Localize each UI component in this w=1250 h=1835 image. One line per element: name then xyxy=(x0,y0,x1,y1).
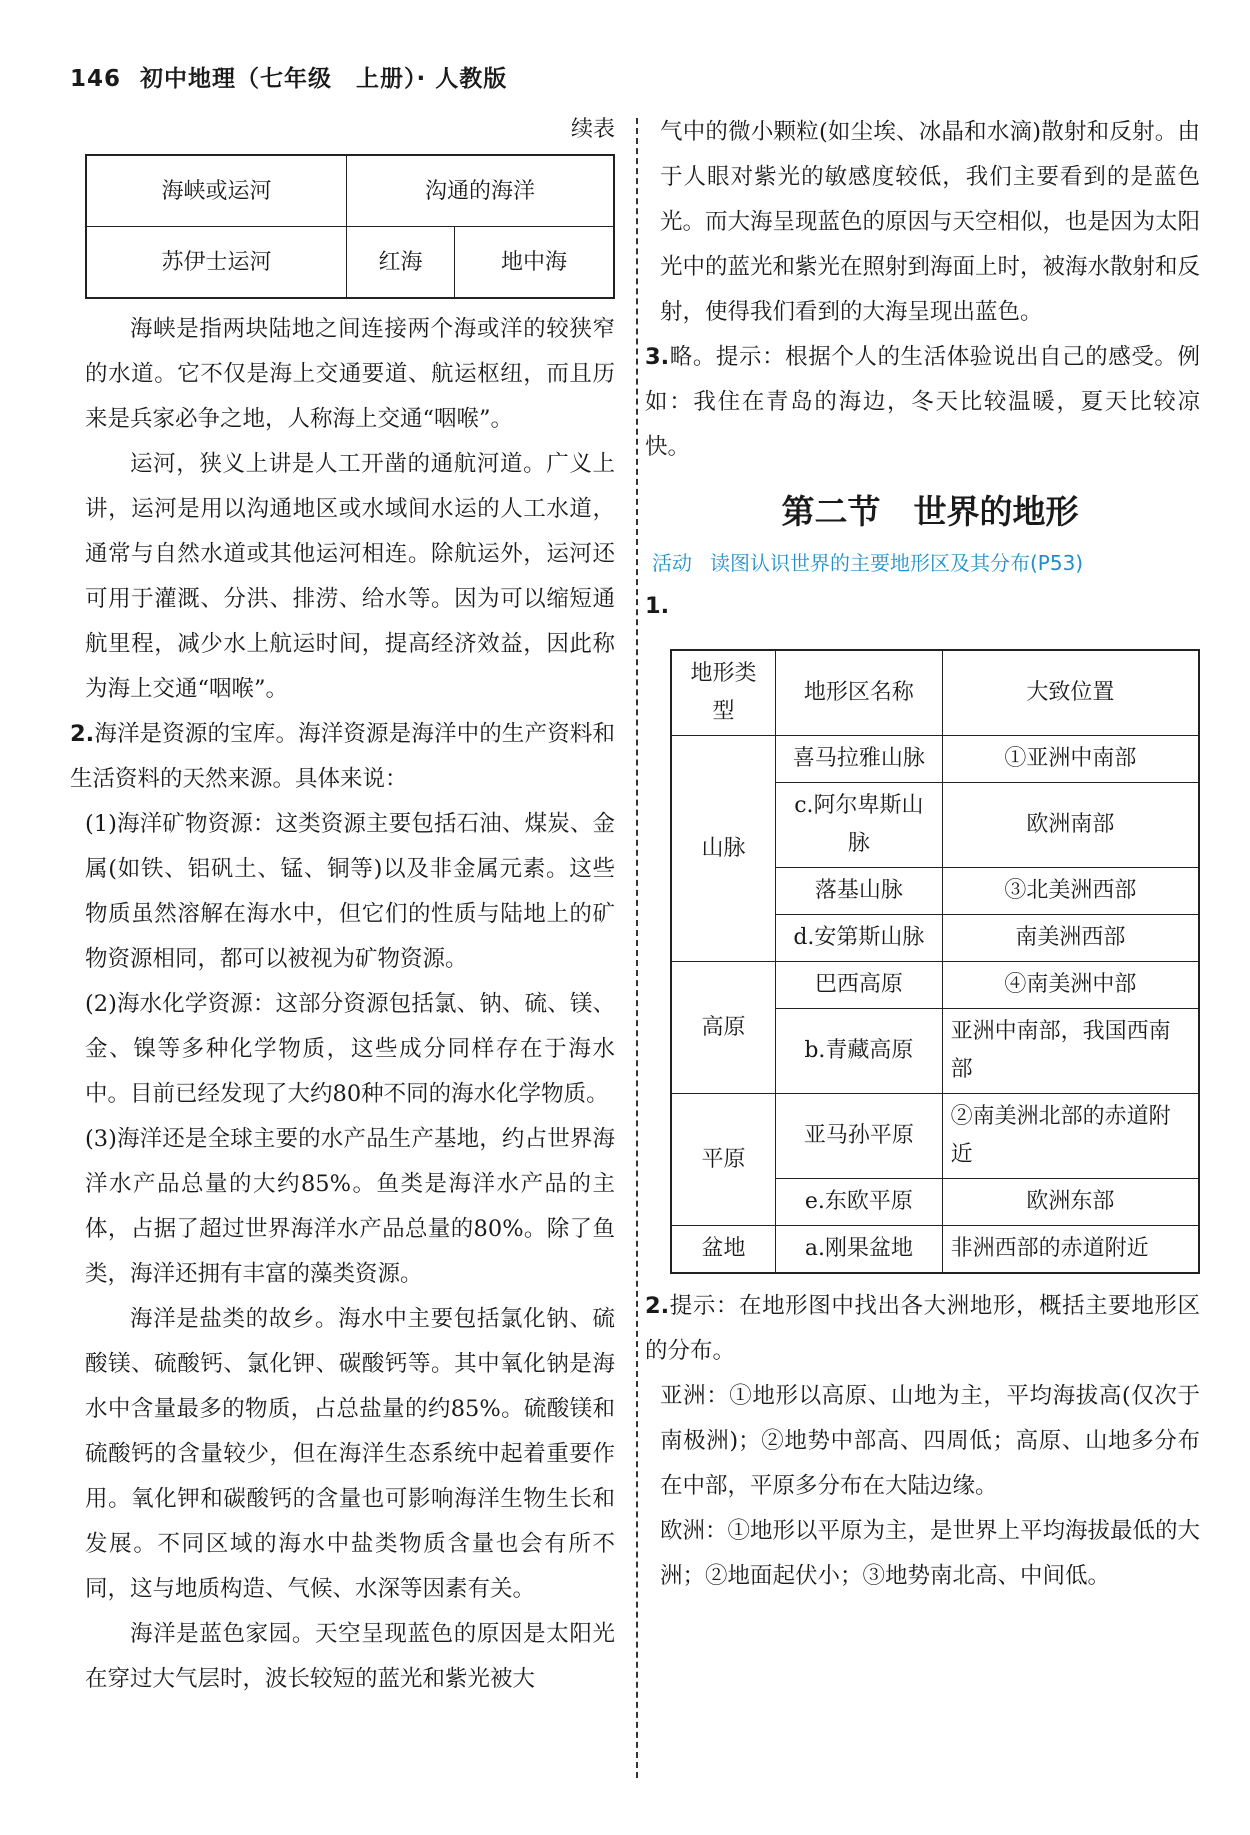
table-cell: 亚洲中南部，我国西南部 xyxy=(942,1009,1199,1094)
table-header-cell: 大致位置 xyxy=(942,650,1199,736)
table-cell: 红海 xyxy=(347,227,455,299)
paragraph-text: 略。提示：根据个人的生活体验说出自己的感受。例如：我住在青岛的海边，冬天比较温暖，夏天比较凉快。 xyxy=(645,344,1200,460)
table-cell: 落基山脉 xyxy=(776,868,943,915)
table-header-cell: 地形类型 xyxy=(671,650,776,736)
paragraph: 海洋是盐类的故乡。海水中主要包括氯化钠、硫酸镁、硫酸钙、氯化钾、碳酸钙等。其中氧化钠是海水中含量最多的物质，占总盐量的约85%。硫酸镁和硫酸钙的含量较少，但在海洋生态系统中起着重要作用。氧化钾和碳酸钙的含量也可影响海洋生物生长和发展。不同区域的海水中盐类物质含量也会有所不同，这与地质构造、气候、水深等因素有关。 xyxy=(85,1306,615,1602)
landform-table xyxy=(670,649,1200,1274)
landform-type-cell: 平原 xyxy=(671,1094,776,1226)
page-header xyxy=(70,60,507,93)
table-cell: 苏伊士运河 xyxy=(86,227,347,299)
table-cell: b.青藏高原 xyxy=(776,1009,943,1094)
table-header-cell: 海峡或运河 xyxy=(86,155,347,227)
landform-type-cell: 盆地 xyxy=(671,1226,776,1274)
numbered-paragraph xyxy=(645,1284,1200,1374)
paragraph-text: 提示：在地形图中找出各大洲地形，概括主要地形区的分布。 xyxy=(645,1293,1200,1364)
table-cell: 欧洲南部 xyxy=(942,783,1199,868)
item-number: 3. xyxy=(645,344,670,370)
table-header-cell: 地形区名称 xyxy=(776,650,943,736)
activity-tag: 活动 xyxy=(652,551,692,575)
right-column xyxy=(645,110,1201,1599)
item-number: 2. xyxy=(645,1293,670,1319)
table-cell: 地中海 xyxy=(454,227,614,299)
column-divider xyxy=(636,118,638,1778)
item-number-label: 1. xyxy=(645,593,670,619)
paragraph: (3)海洋还是全球主要的水产品生产基地，约占世界海洋水产品总量的大约85%。鱼类是海洋水产品的主体，占据了超过世界海洋水产品总量的80%。除了鱼类，海洋还拥有丰富的藻类资源。 xyxy=(85,1126,615,1287)
paragraph: (1)海洋矿物资源：这类资源主要包括石油、煤炭、金属(如铁、铝矾土、锰、铜等)以及非金属元素。这些物质虽然溶解在海水中，但它们的性质与陆地上的矿物资源相同，都可以被视为矿物资源。 xyxy=(85,811,615,972)
table-cell: e.东欧平原 xyxy=(776,1179,943,1226)
section-title: 第二节 世界的地形 xyxy=(781,492,1079,531)
item-number: 2. xyxy=(70,721,95,747)
table-cell: d.安第斯山脉 xyxy=(776,915,943,962)
table-cell: 欧洲东部 xyxy=(942,1179,1199,1226)
numbered-paragraph xyxy=(70,712,615,802)
paragraph: 欧洲：①地形以平原为主，是世界上平均海拔最低的大洲；②地面起伏小；③地势南北高、中间低。 xyxy=(660,1518,1201,1589)
continued-table-label: 续表 xyxy=(570,117,615,142)
paragraph: 运河，狭义上讲是人工开凿的通航河道。广义上讲，运河是用以沟通地区或水域间水运的人工水道，通常与自然水道或其他运河相连。除航运外，运河还可用于灌溉、分洪、排涝、给水等。因为可以缩短通航里程，减少水上航运时间，提高经济效益，因此称为海上交通“咽喉”。 xyxy=(85,451,615,702)
book-title: 初中地理（七年级 上册）· 人教版 xyxy=(140,66,508,92)
landform-type-cell: 山脉 xyxy=(671,736,776,962)
item-number xyxy=(645,584,1200,629)
table-cell: ③北美洲西部 xyxy=(942,868,1199,915)
table-cell: a.刚果盆地 xyxy=(776,1226,943,1274)
table-cell: ④南美洲中部 xyxy=(942,962,1199,1009)
table-cell: 亚马孙平原 xyxy=(776,1094,943,1179)
table-cell: 非洲西部的赤道附近 xyxy=(942,1226,1199,1274)
table-cell: 巴西高原 xyxy=(776,962,943,1009)
landform-type-cell: 高原 xyxy=(671,962,776,1094)
paragraph: 气中的微小颗粒(如尘埃、冰晶和水滴)散射和反射。由于人眼对紫光的敏感度较低，我们主要看到的是蓝色光。而大海呈现蓝色的原因与天空相似，也是因为太阳光中的蓝光和紫光在照射到海面上时，被海水散射和反射，使得我们看到的大海呈现出蓝色。 xyxy=(660,119,1201,325)
left-column xyxy=(70,110,615,1702)
paragraph: 海峡是指两块陆地之间连接两个海或洋的较狭窄的水道。它不仅是海上交通要道、航运枢纽，而且历来是兵家必争之地，人称海上交通“咽喉”。 xyxy=(85,316,615,432)
table-cell: ①亚洲中南部 xyxy=(942,736,1199,783)
table-cell: 喜马拉雅山脉 xyxy=(776,736,943,783)
page-number: 146 xyxy=(70,66,122,92)
paragraph: 亚洲：①地形以高原、山地为主，平均海拔高(仅次于南极洲)；②地势中部高、四周低；高原、山地多分布在中部，平原多分布在大陆边缘。 xyxy=(660,1383,1200,1499)
activity-text: 读图认识世界的主要地形区及其分布(P53) xyxy=(710,551,1084,575)
paragraph-text: 海洋是资源的宝库。海洋资源是海洋中的生产资料和生活资料的天然来源。具体来说： xyxy=(70,721,615,792)
activity-heading xyxy=(652,542,1200,584)
strait-canal-table xyxy=(85,154,615,299)
table-cell: 南美洲西部 xyxy=(942,915,1199,962)
table-cell: c.阿尔卑斯山脉 xyxy=(776,783,943,868)
table-header-cell: 沟通的海洋 xyxy=(347,155,614,227)
numbered-paragraph xyxy=(645,335,1200,470)
paragraph: 海洋是蓝色家园。天空呈现蓝色的原因是太阳光在穿过大气层时，波长较短的蓝光和紫光被大 xyxy=(85,1621,615,1692)
paragraph: (2)海水化学资源：这部分资源包括氯、钠、硫、镁、金、镍等多种化学物质，这些成分同样存在于海水中。目前已经发现了大约80种不同的海水化学物质。 xyxy=(85,991,615,1107)
table-cell: ②南美洲北部的赤道附近 xyxy=(942,1094,1199,1179)
